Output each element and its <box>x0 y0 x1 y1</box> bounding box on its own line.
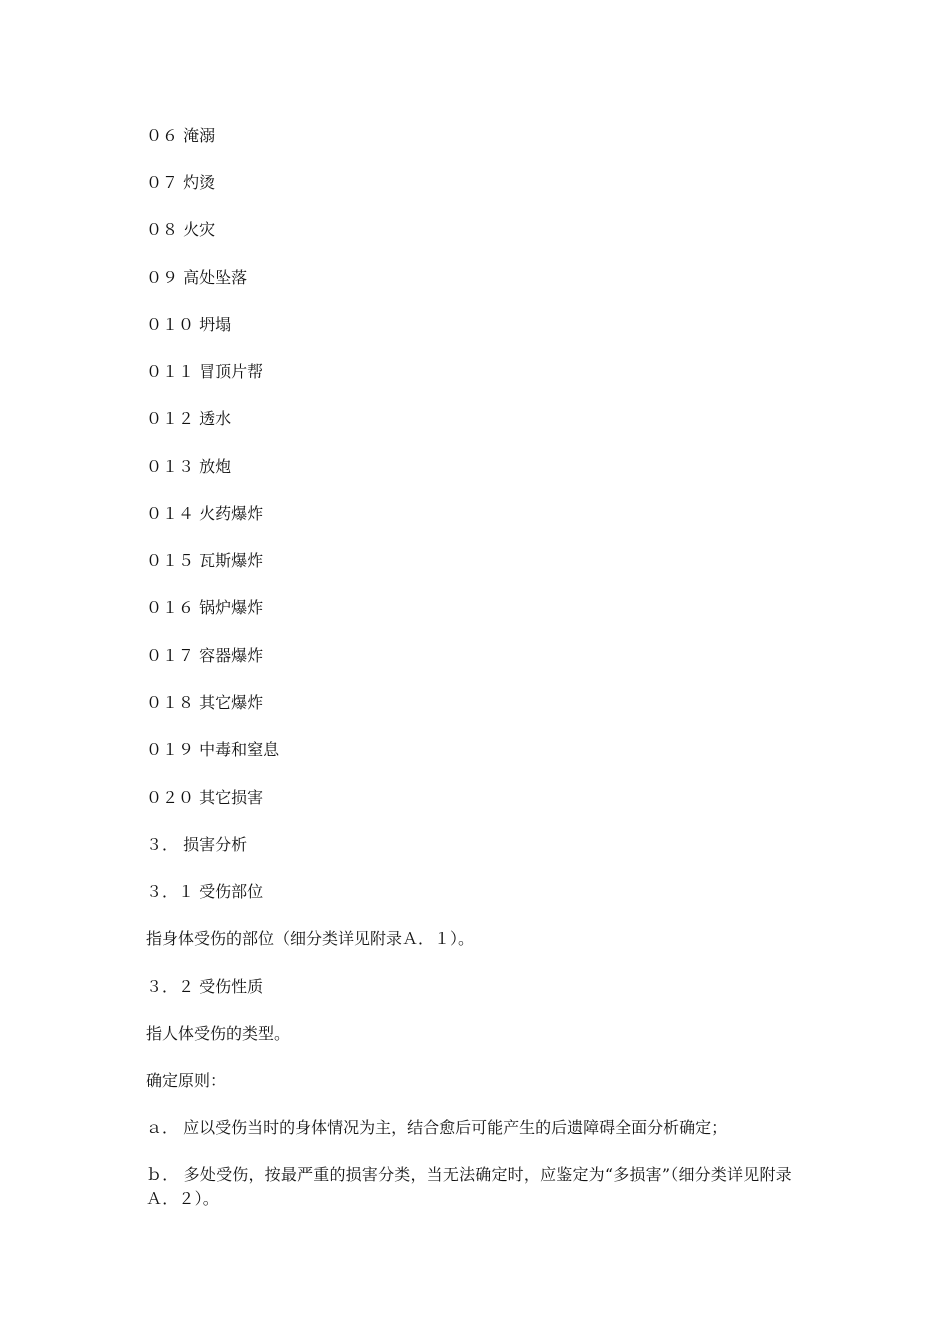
list-item: ０１９ 中毒和窒息 <box>146 740 280 759</box>
list-item: ０１２ 透水 <box>146 409 232 428</box>
list-item: ０１０ 坍塌 <box>146 315 232 334</box>
list-item: ０１４ 火药爆炸 <box>146 504 264 523</box>
list-item: ０７ 灼烫 <box>146 173 216 192</box>
section-heading: ３． 损害分析 <box>146 835 248 854</box>
paragraph: 指人体受伤的类型。 <box>146 1024 291 1043</box>
list-item: ０９ 高处坠落 <box>146 268 248 287</box>
list-item: ０１８ 其它爆炸 <box>146 693 264 712</box>
subsection-heading-injury-nature: ３．２ 受伤性质 <box>146 977 264 996</box>
list-item: ０６ 淹溺 <box>146 126 216 145</box>
paragraph: 指身体受伤的部位（细分类详见附录Ａ．１）。 <box>146 929 475 948</box>
principle-item-a: ａ． 应以受伤当时的身体情况为主，结合愈后可能产生的后遗障碍全面分析确定； <box>146 1118 728 1137</box>
principle-item-b: ｂ． 多处受伤，按最严重的损害分类，当无法确定时，应鉴定为“多损害”（细分类详见附录Ａ．２）。 <box>146 1165 792 1208</box>
list-item: ０２０ 其它损害 <box>146 788 264 807</box>
list-item: ０１６ 锅炉爆炸 <box>146 598 264 617</box>
list-item: ０８ 火灾 <box>146 220 216 239</box>
list-item: ０１７ 容器爆炸 <box>146 646 264 665</box>
list-item: ０１１ 冒顶片帮 <box>146 362 264 381</box>
list-item: ０１３ 放炮 <box>146 457 232 476</box>
list-item: ０１５ 瓦斯爆炸 <box>146 551 264 570</box>
principle-label: 确定原则： <box>146 1071 227 1090</box>
subsection-heading-injury-location: ３．１ 受伤部位 <box>146 882 264 901</box>
